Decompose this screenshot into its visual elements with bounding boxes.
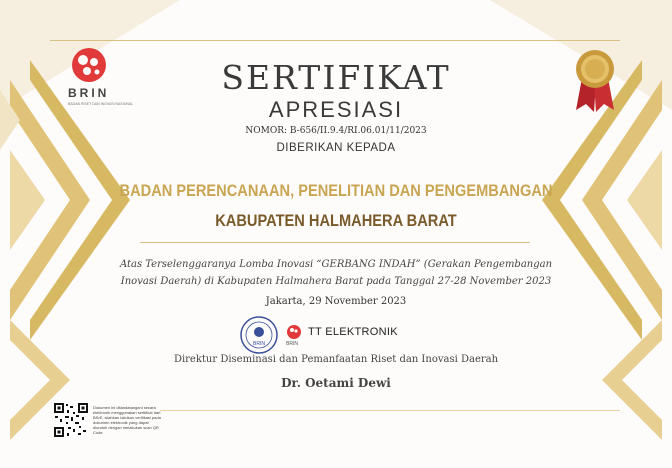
recipient-line-2: KABUPATEN HALMAHERA BARAT — [215, 211, 457, 230]
place-and-date: Jakarta, 29 November 2023 — [265, 296, 407, 307]
brin-small-emblem-icon — [286, 324, 302, 340]
qr-verification-note: Dokumen ini ditandatangani secara elektronik menggunakan sertifikat dari BSrE, silahkan lakukan verifikasi pada dokumen elektronik yang dapat diunduh dengan melakukan scan QR Code — [93, 405, 161, 435]
brin-logo-subtext: BADAN RISET DAN INOVASI NASIONAL — [68, 102, 134, 106]
qr-code-icon[interactable] — [53, 402, 89, 438]
certificate-description — [0, 256, 672, 290]
signature-provider: TT ELEKTRONIK — [308, 326, 398, 338]
brin-small-logo-text: BRIN — [286, 341, 298, 347]
official-seal-icon — [240, 316, 278, 354]
certificate-number: NOMOR: B-656/II.9.4/RI.06.01/11/2023 — [245, 126, 427, 136]
electronic-signature — [240, 316, 440, 354]
description-line-1: Atas Terselenggaranya Lomba Inovasi “GERBANG INDAH” (Gerakan Pengembangan — [119, 259, 553, 270]
signatory-position: Direktur Diseminasi dan Pemanfaatan Riset dan Inovasi Daerah — [173, 354, 499, 365]
recipient-line-1: BADAN PERENCANAAN, PENELITIAN DAN PENGEMBANGAN — [119, 181, 553, 200]
certificate-subtitle: APRESIASI — [268, 97, 404, 122]
description-line-2: Inovasi Daerah) di Kabupaten Halmahera Barat pada Tanggal 27-28 November 2023 — [120, 276, 552, 287]
signatory-name: Dr. Oetami Dewi — [281, 376, 391, 390]
brin-logo-text: BRIN — [68, 86, 110, 100]
recipient-underline — [140, 242, 530, 243]
seal-text: BRIN — [253, 341, 265, 347]
certificate-title: SERTIFIKAT — [221, 58, 451, 97]
given-to-label: DIBERIKAN KEPADA — [276, 142, 396, 154]
